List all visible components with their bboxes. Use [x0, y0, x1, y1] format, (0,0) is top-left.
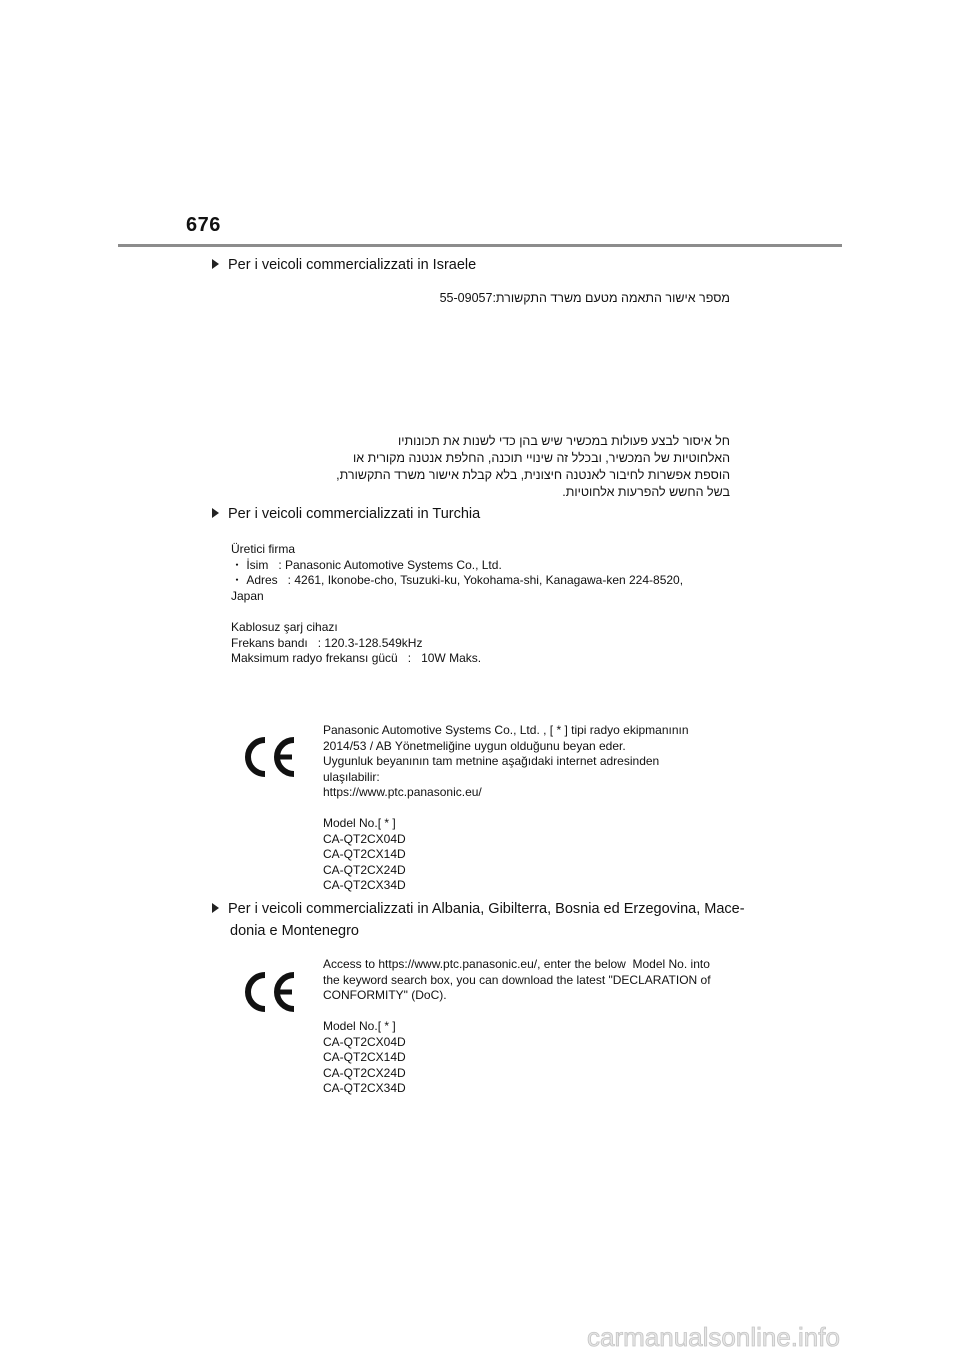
notice-line: האלחוטיות של המכשיר, ובכלל זה שינויי תוכנה, החלפת אנטנה מקורית או [353, 451, 730, 465]
manufacturer-line: ・ İsim : Panasonic Automotive Systems Co., Ltd. [231, 557, 502, 572]
model-no-label: Model No.[ * ] [323, 816, 396, 830]
declaration-spacer [323, 801, 689, 817]
model-no-label: Model No.[ * ] [323, 1019, 396, 1033]
declaration-url: https://www.ptc.panasonic.eu/ [323, 785, 482, 799]
balkans-declaration [323, 957, 711, 1097]
page-number: 676 [186, 214, 221, 236]
watermark-text: carmanualsonline.info [587, 1322, 840, 1352]
triangle-bullet-icon [212, 508, 219, 518]
triangle-bullet-icon [212, 903, 219, 913]
turkey-device-info [231, 620, 481, 667]
watermark-logo [585, 1320, 957, 1354]
model-number: CA-QT2CX04D [323, 831, 406, 846]
heading-text: Per i veicoli commercializzati in Turchia [228, 506, 481, 522]
declaration-line: ulaşılabilir: [323, 769, 380, 784]
model-number: CA-QT2CX24D [323, 1065, 406, 1080]
notice-line: בשל החשש להפרעות אלחוטיות. [562, 485, 730, 499]
ce-mark-icon [240, 735, 298, 779]
model-number: CA-QT2CX04D [323, 1034, 406, 1049]
declaration-spacer [323, 1004, 711, 1020]
turkey-declaration [323, 723, 689, 894]
israel-approval-line: מספר אישור התאמה מטעם משרד התקשורת:55-09057 [439, 291, 730, 305]
notice-line: חל איסור לבצע פעולות במכשיר שיש בהן כדי לשנות את תכונותיו [398, 434, 730, 448]
israel-notice [300, 433, 730, 501]
model-number: CA-QT2CX34D [323, 1081, 406, 1095]
model-number: CA-QT2CX14D [323, 1050, 406, 1064]
header-rule [118, 244, 842, 247]
model-number: CA-QT2CX34D [323, 878, 406, 892]
device-line: Kablosuz şarj cihazı [231, 620, 338, 634]
declaration-line: Access to https://www.ptc.panasonic.eu/, enter the below Model No. into [323, 957, 710, 971]
notice-line: הוספת אפשרות לחיבור לאנטנה חיצונית, בלא קבלת אישור משרד התקשורת, [336, 468, 730, 482]
declaration-line: Panasonic Automotive Systems Co., Ltd. , [ * ] tipi radyo ekipmanının [323, 723, 689, 737]
declaration-line: CONFORMITY" (DoC). [323, 988, 447, 1002]
section-heading-balkans-cont: donia e Montenegro [230, 923, 359, 939]
heading-text: Per i veicoli commercializzati in Albania, Gibilterra, Bosnia ed Erzegovina, Mace- [228, 901, 745, 917]
section-heading-turkey [212, 502, 480, 526]
manufacturer-line: ・ Adres : 4261, Ikonobe-cho, Tsuzuki-ku, Yokohama-shi, Kanagawa-ken 224-8520, [231, 573, 684, 587]
model-number: CA-QT2CX24D [323, 862, 406, 877]
model-number: CA-QT2CX14D [323, 847, 406, 861]
turkey-manufacturer [231, 542, 683, 604]
triangle-bullet-icon [212, 259, 219, 269]
section-heading-israel [212, 253, 476, 277]
ce-mark-icon [240, 970, 298, 1014]
manufacturer-line: Japan [231, 588, 264, 603]
manufacturer-line: Üretici firma [231, 542, 296, 556]
section-heading-balkans [212, 897, 745, 921]
declaration-line: the keyword search box, you can download the latest "DECLARATION of [323, 972, 711, 987]
device-line: Maksimum radyo frekansı gücü : 10W Maks. [231, 651, 482, 665]
declaration-line: Uygunluk beyanının tam metnine aşağıdaki internet adresinden [323, 754, 660, 768]
heading-text: Per i veicoli commercializzati in Israele [228, 257, 477, 273]
device-line: Frekans bandı : 120.3-128.549kHz [231, 635, 423, 650]
declaration-line: 2014/53 / AB Yönetmeliğine uygun olduğunu beyan eder. [323, 738, 626, 753]
